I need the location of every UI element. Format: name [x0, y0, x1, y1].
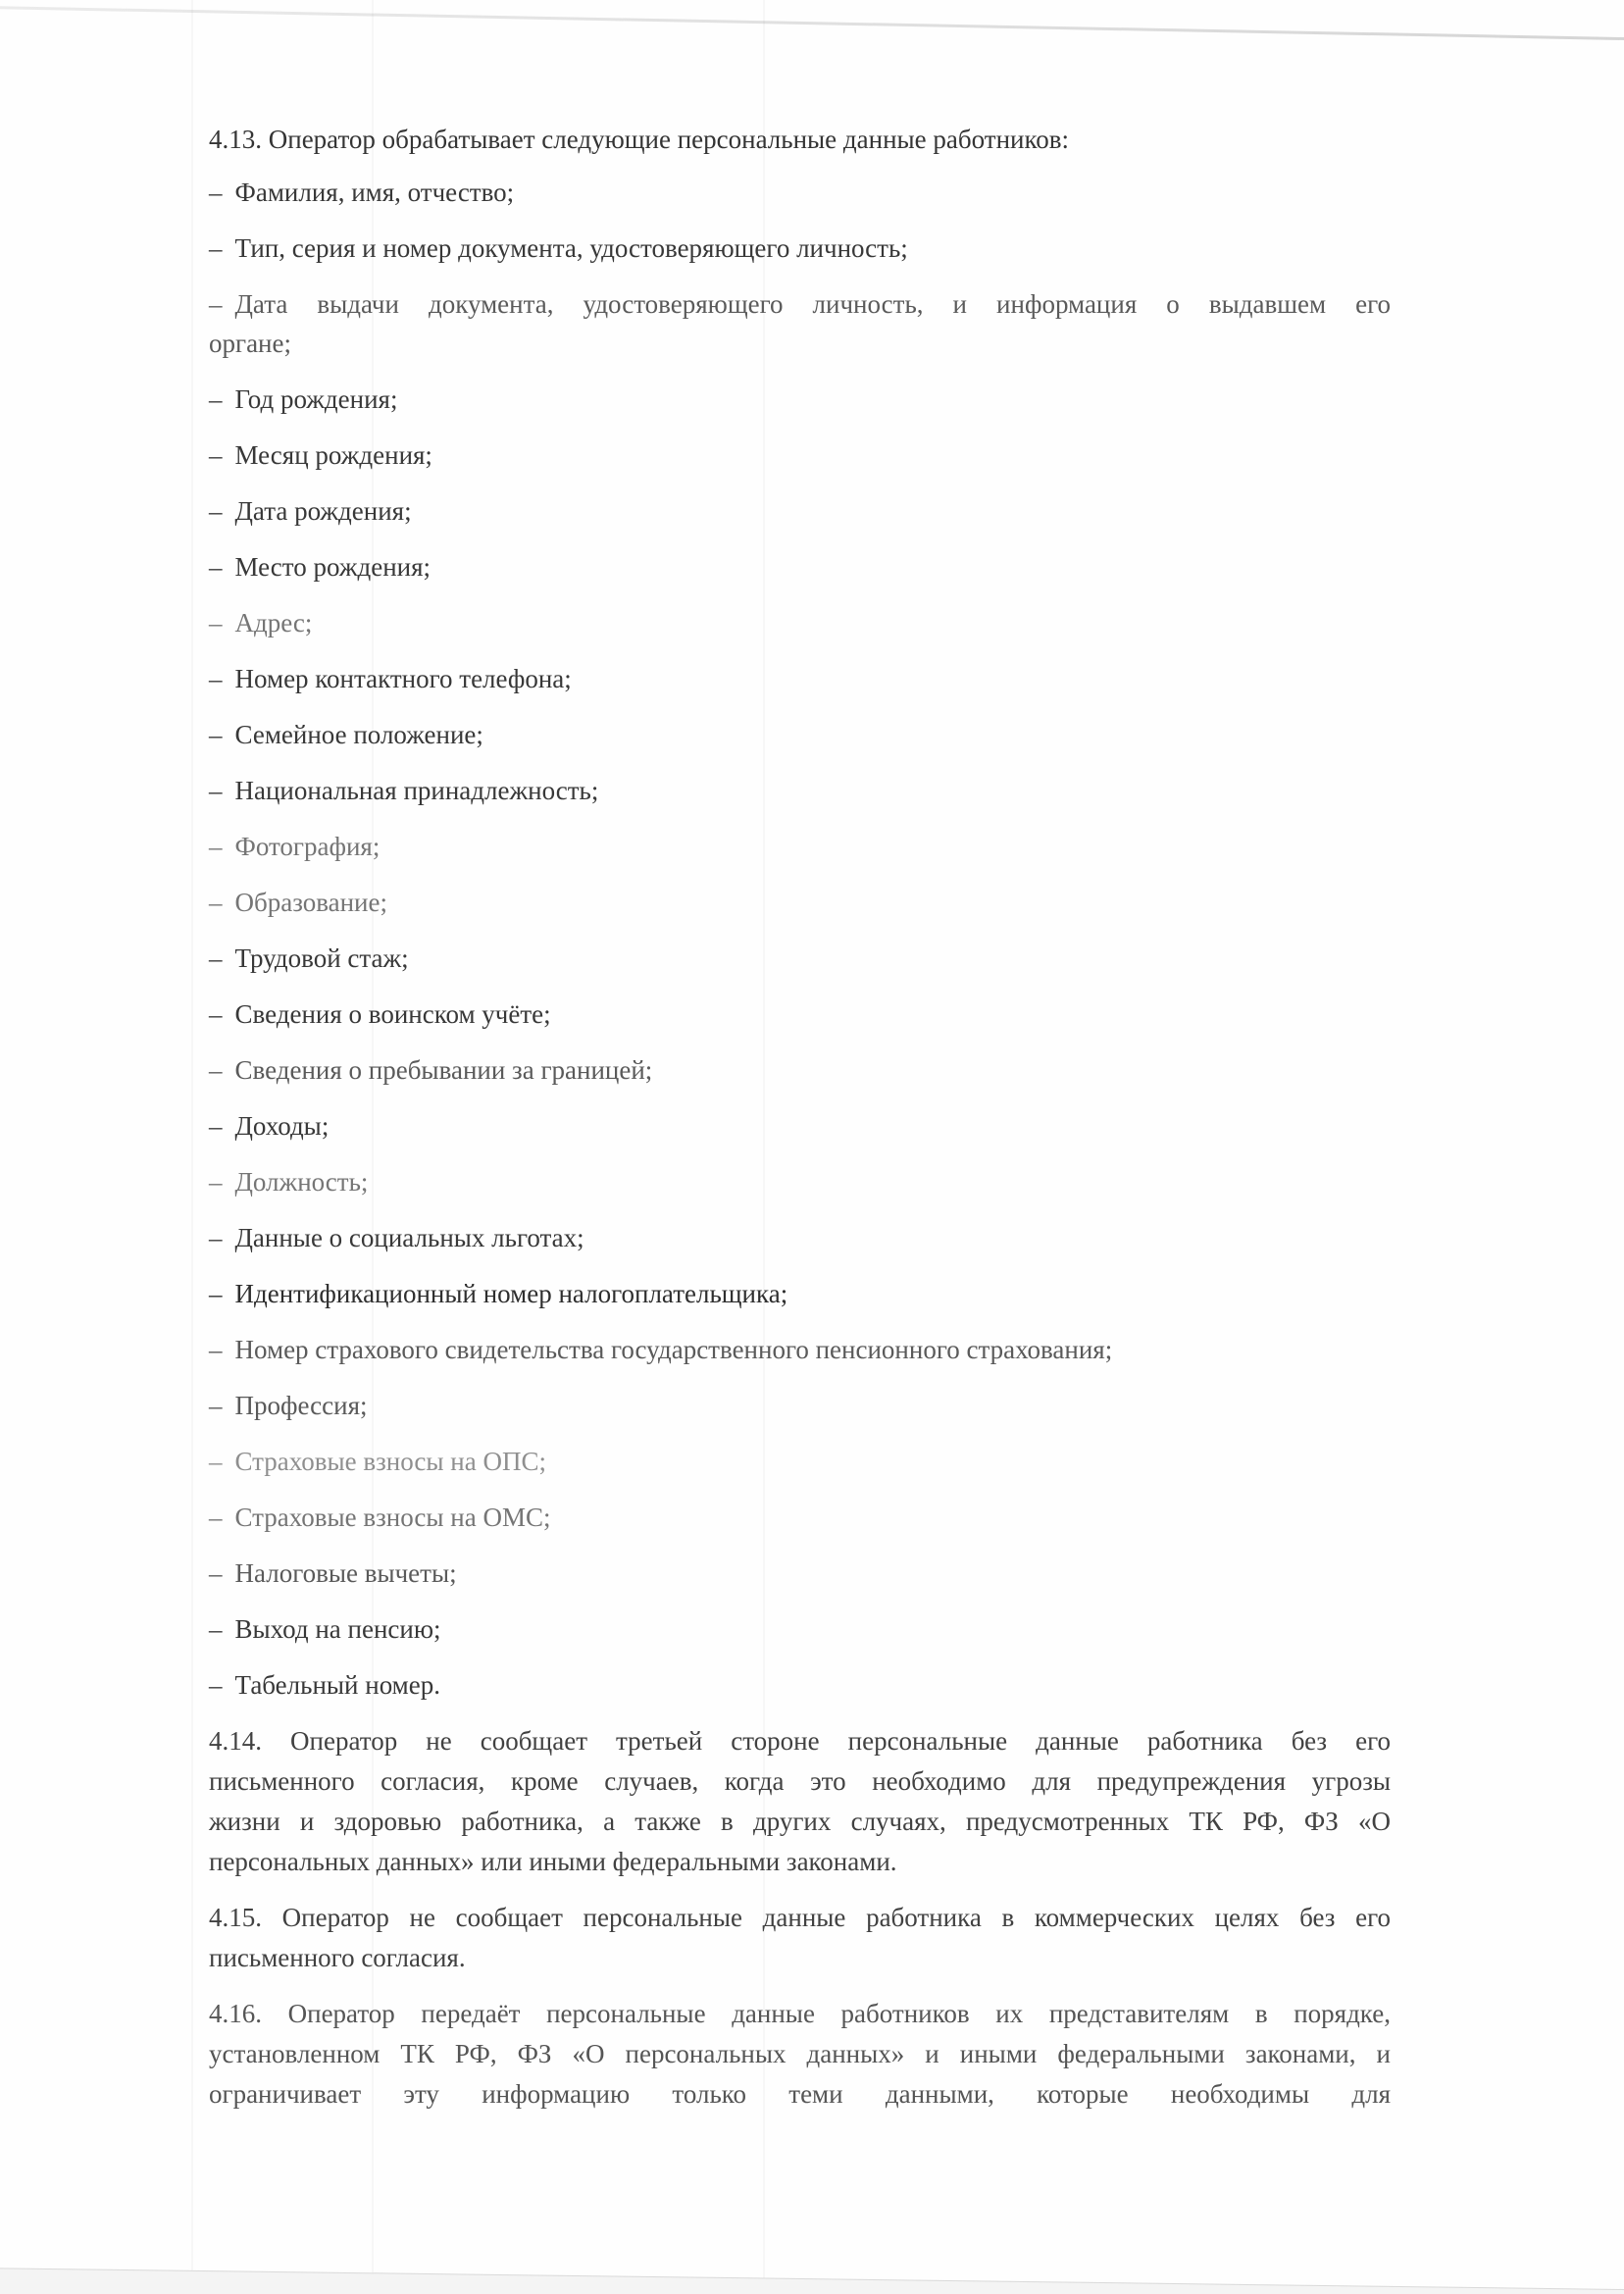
list-dash: –	[209, 384, 223, 414]
list-item	[209, 883, 1391, 922]
list-dash: –	[209, 233, 223, 263]
list-dash: –	[209, 440, 223, 470]
list-item	[209, 229, 1391, 268]
list-item	[209, 715, 1391, 754]
list-dash: –	[209, 999, 223, 1029]
paragraph-4-15	[209, 1898, 1391, 1978]
list-item	[209, 827, 1391, 866]
paragraph-4-14	[209, 1721, 1391, 1882]
list-item-text: Дата рождения;	[234, 496, 412, 526]
list-dash: –	[209, 664, 223, 693]
list-dash: –	[209, 888, 223, 917]
list-item	[209, 659, 1391, 698]
list-item-text: Налоговые вычеты;	[234, 1558, 457, 1588]
list-item-text: Образование;	[234, 888, 387, 917]
list-item-text: Место рождения;	[234, 552, 431, 582]
list-item	[209, 603, 1391, 642]
scan-artifact-top-edge	[0, 6, 1624, 41]
list-dash: –	[209, 1503, 223, 1532]
list-item	[209, 284, 1391, 363]
list-item-text: Тип, серия и номер документа, удостоверяющего личность;	[234, 233, 908, 263]
list-dash: –	[209, 496, 223, 526]
list-dash: –	[209, 1391, 223, 1420]
list-item	[209, 173, 1391, 212]
paragraph-line: 4.16. Оператор передаёт персональные данные работников их представителям в порядке,	[209, 1999, 1391, 2028]
scan-artifact-bottom-shadow	[0, 2268, 1624, 2294]
list-item	[209, 1106, 1391, 1146]
list-item-text: Месяц рождения;	[234, 440, 432, 470]
list-item	[209, 1386, 1391, 1425]
paragraph-line: 4.14. Оператор не сообщает третьей стороне персональные данные работника без его	[209, 1726, 1391, 1756]
list-item	[209, 491, 1391, 531]
list-item	[209, 1218, 1391, 1257]
paragraph-line: ограничивает эту информацию только теми данными, которые необходимы для	[209, 2079, 1391, 2109]
paragraph-line: установленном ТК РФ, ФЗ «О персональных данных» и иными федеральными законами, и	[209, 2039, 1391, 2068]
list-dash: –	[209, 289, 223, 319]
list-item	[209, 1050, 1391, 1090]
list-item-text: Фамилия, имя, отчество;	[234, 178, 515, 207]
paragraph-4-16	[209, 1994, 1391, 2115]
list-item-text: Адрес;	[234, 608, 313, 637]
list-item-text: Номер контактного телефона;	[234, 664, 572, 693]
list-dash: –	[209, 1111, 223, 1141]
list-dash: –	[209, 943, 223, 973]
list-dash: –	[209, 178, 223, 207]
paragraph-line: 4.15. Оператор не сообщает персональные данные работника в коммерческих целях без его	[209, 1903, 1391, 1932]
list-item-text: Номер страхового свидетельства государственного пенсионного страхования;	[234, 1335, 1113, 1364]
list-dash: –	[209, 1055, 223, 1085]
list-item	[209, 939, 1391, 978]
list-item-text: Профессия;	[234, 1391, 368, 1420]
list-dash: –	[209, 720, 223, 749]
paragraph-line: письменного согласия.	[209, 1943, 466, 1972]
list-item	[209, 380, 1391, 419]
list-dash: –	[209, 552, 223, 582]
scan-streak	[191, 0, 193, 2294]
list-dash: –	[209, 832, 223, 861]
list-item-text: Фотография;	[234, 832, 381, 861]
list-item	[209, 1162, 1391, 1201]
list-item-continuation: органе;	[209, 329, 291, 358]
list-dash: –	[209, 1614, 223, 1644]
list-item-text: Дата выдачи документа, удостоверяющего личность, и информация о выдавшем его	[234, 289, 1391, 319]
list-item	[209, 547, 1391, 586]
list-item-text: Семейное положение;	[234, 720, 483, 749]
section-4-13-heading: 4.13. Оператор обрабатывает следующие персональные данные работников:	[209, 125, 1069, 154]
list-item-text: Сведения о пребывании за границей;	[234, 1055, 653, 1085]
list-item-text: Идентификационный номер налогоплательщика;	[234, 1279, 788, 1308]
list-dash: –	[209, 776, 223, 805]
list-item-text: Год рождения;	[234, 384, 398, 414]
list-dash: –	[209, 1279, 223, 1308]
list-item-text: Страховые взносы на ОМС;	[234, 1503, 551, 1532]
list-item	[209, 1274, 1391, 1313]
list-item-text: Национальная принадлежность;	[234, 776, 599, 805]
list-item	[209, 1330, 1391, 1369]
paragraph-line: персональных данных» или иными федеральными законами.	[209, 1847, 897, 1876]
list-item	[209, 1665, 1391, 1705]
list-item-text: Должность;	[234, 1167, 369, 1197]
list-item-text: Выход на пенсию;	[234, 1614, 441, 1644]
paragraph-line: жизни и здоровью работника, а также в других случаях, предусмотренных ТК РФ, ФЗ «О	[209, 1807, 1391, 1836]
list-item-text: Сведения о воинском учёте;	[234, 999, 551, 1029]
list-item-text: Табельный номер.	[234, 1670, 441, 1700]
paragraph-line: письменного согласия, кроме случаев, когда это необходимо для предупреждения угрозы	[209, 1766, 1391, 1796]
list-item-text: Доходы;	[234, 1111, 330, 1141]
list-item	[209, 435, 1391, 475]
list-item-text: Трудовой стаж;	[234, 943, 409, 973]
list-item	[209, 1498, 1391, 1537]
document-body	[209, 120, 1391, 2130]
list-item	[209, 994, 1391, 1034]
list-dash: –	[209, 1223, 223, 1252]
list-dash: –	[209, 608, 223, 637]
list-dash: –	[209, 1670, 223, 1700]
list-item	[209, 771, 1391, 810]
list-item-text: Страховые взносы на ОПС;	[234, 1447, 546, 1476]
list-item-text: Данные о социальных льготах;	[234, 1223, 584, 1252]
list-item	[209, 1554, 1391, 1593]
list-item-line	[209, 284, 1391, 324]
list-item	[209, 1609, 1391, 1649]
list-dash: –	[209, 1447, 223, 1476]
list-dash: –	[209, 1558, 223, 1588]
list-item	[209, 1442, 1391, 1481]
list-dash: –	[209, 1167, 223, 1197]
list-dash: –	[209, 1335, 223, 1364]
